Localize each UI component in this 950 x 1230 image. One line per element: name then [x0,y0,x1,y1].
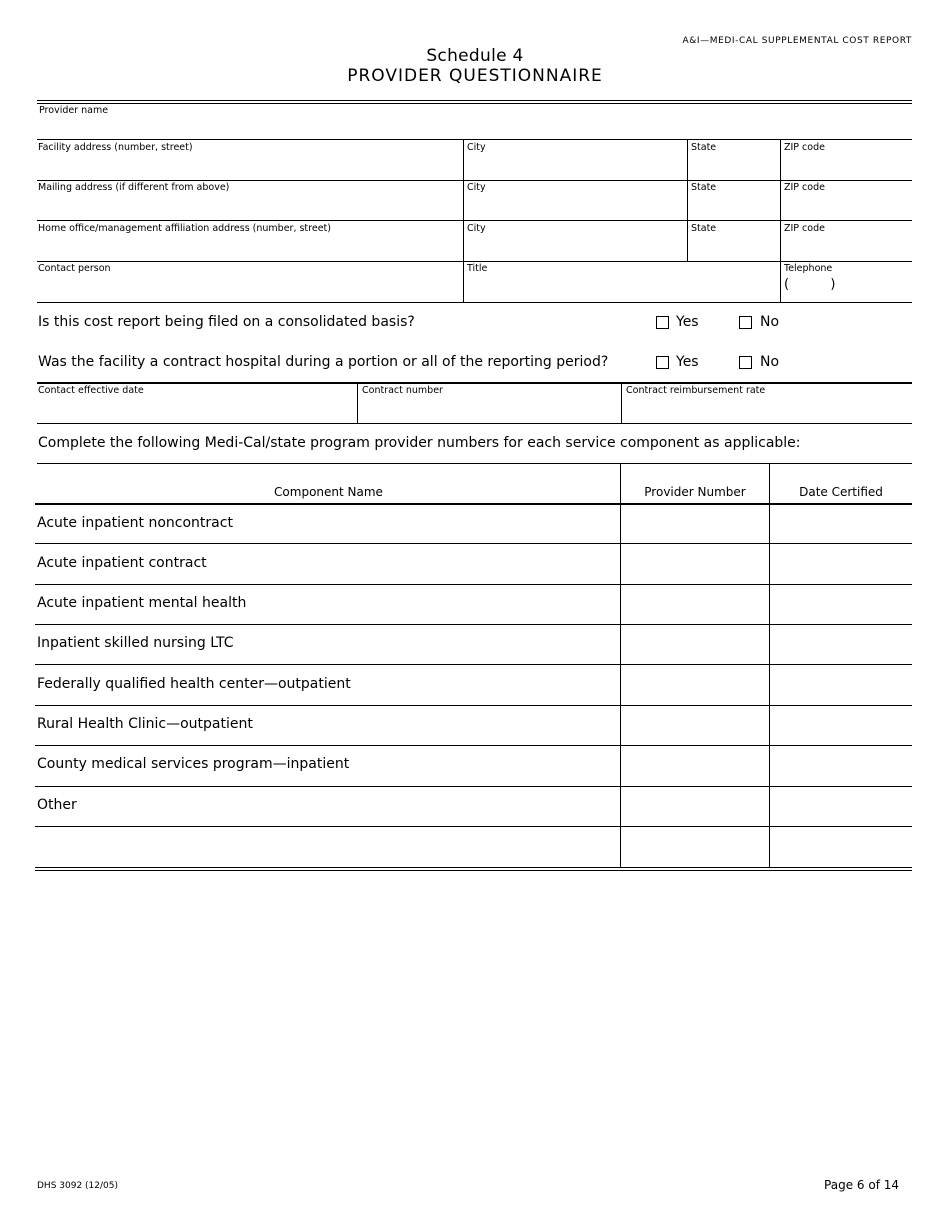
top-rule [37,100,912,101]
contract-effective-date-field[interactable] [37,384,357,423]
facility-address-label: Facility address (number, street) [38,142,193,153]
bottom-rule [35,867,912,868]
home-office-zip-field[interactable] [781,221,912,261]
column-header-provider-number: Provider Number [644,485,746,499]
report-header: A&I—MEDI-CAL SUPPLEMENTAL COST REPORT [682,36,912,46]
home-office-city-field[interactable] [464,221,687,261]
date-certified-cell[interactable] [770,706,912,745]
mailing-zip-label: ZIP code [784,182,825,193]
date-certified-cell[interactable] [770,827,912,867]
provider-number-cell[interactable] [621,787,769,826]
other-description-cell[interactable] [35,827,620,867]
mailing-address-field[interactable] [37,181,463,220]
provider-number-cell[interactable] [621,827,769,867]
contract-hospital-no-checkbox[interactable] [739,356,752,369]
divider [769,463,770,868]
contract-hospital-yes-checkbox[interactable] [656,356,669,369]
mailing-address-label: Mailing address (if different from above) [38,182,230,193]
provider-number-cell[interactable] [621,706,769,745]
mailing-state-label: State [691,182,717,193]
rule [37,423,912,424]
divider [687,139,688,261]
mailing-city-label: City [467,182,486,193]
title-label: Title [467,263,488,274]
provider-number-cell[interactable] [621,746,769,786]
consolidated-yes-label: Yes [676,314,699,330]
divider [620,463,621,868]
contact-person-label: Contact person [38,263,111,274]
telephone-area-code: ( ) [784,277,836,292]
contract-rate-label: Contract reimbursement rate [626,385,766,396]
mailing-state-field[interactable] [688,181,780,220]
mailing-zip-field[interactable] [781,181,912,220]
divider [463,139,464,302]
facility-zip-label: ZIP code [784,142,825,153]
home-office-zip-label: ZIP code [784,223,825,234]
rule [37,463,912,464]
table-row-label: Federally qualified health center—outpatient [37,676,351,692]
provider-name-field[interactable] [37,104,912,138]
mailing-city-field[interactable] [464,181,687,220]
table-row-label: Acute inpatient mental health [37,595,247,611]
date-certified-cell[interactable] [770,585,912,624]
schedule-title: Schedule 4 [426,46,524,66]
consolidated-no-checkbox[interactable] [739,316,752,329]
divider [357,383,358,423]
consolidated-question: Is this cost report being filed on a consolidated basis? [38,314,415,330]
rule [37,302,912,303]
telephone-field[interactable] [781,262,912,302]
facility-zip-field[interactable] [781,140,912,180]
bottom-rule-2 [35,870,912,871]
table-row-label: Acute inpatient contract [37,555,207,571]
table-row-label: Inpatient skilled nursing LTC [37,635,234,651]
facility-state-field[interactable] [688,140,780,180]
contract-hospital-question: Was the facility a contract hospital during a portion or all of the reporting period? [38,354,609,370]
table-instruction: Complete the following Medi-Cal/state program provider numbers for each service component as applicable: [38,435,801,451]
form-title: PROVIDER QUESTIONNAIRE [347,66,603,86]
date-certified-cell[interactable] [770,787,912,826]
telephone-label: Telephone [784,263,833,274]
consolidated-no-label: No [760,314,780,330]
contact-person-field[interactable] [37,262,463,302]
title-field[interactable] [464,262,780,302]
provider-name-label: Provider name [39,105,109,116]
date-certified-cell[interactable] [770,665,912,705]
column-header-date-certified: Date Certified [799,485,883,499]
provider-number-cell[interactable] [621,544,769,584]
contract-number-label: Contract number [362,385,443,396]
facility-city-label: City [467,142,486,153]
provider-number-cell[interactable] [621,625,769,664]
date-certified-cell[interactable] [770,746,912,786]
home-office-state-field[interactable] [688,221,780,261]
table-row-label: Other [37,797,77,813]
form-number: DHS 3092 (12/05) [37,1181,118,1191]
facility-state-label: State [691,142,717,153]
contract-hospital-yes-label: Yes [676,354,699,370]
contract-rate-field[interactable] [622,384,912,423]
table-row-label: County medical services program—inpatient [37,756,350,772]
home-office-address-label: Home office/management affiliation address (number, street) [38,223,331,234]
facility-city-field[interactable] [464,140,687,180]
column-header-component: Component Name [274,485,383,499]
provider-number-cell[interactable] [621,585,769,624]
facility-address-field[interactable] [37,140,463,180]
date-certified-cell[interactable] [770,504,912,543]
contract-hospital-no-label: No [760,354,780,370]
table-row-label: Rural Health Clinic—outpatient [37,716,253,732]
home-office-city-label: City [467,223,486,234]
consolidated-yes-checkbox[interactable] [656,316,669,329]
divider [780,139,781,302]
divider [621,383,622,423]
date-certified-cell[interactable] [770,544,912,584]
table-row-label: Acute inpatient noncontract [37,515,233,531]
home-office-state-label: State [691,223,717,234]
date-certified-cell[interactable] [770,625,912,664]
home-office-address-field[interactable] [37,221,463,261]
contract-number-field[interactable] [358,384,621,423]
page-number: Page 6 of 14 [824,1178,899,1192]
contract-effective-date-label: Contact effective date [38,385,144,396]
provider-number-cell[interactable] [621,665,769,705]
provider-number-cell[interactable] [621,504,769,543]
